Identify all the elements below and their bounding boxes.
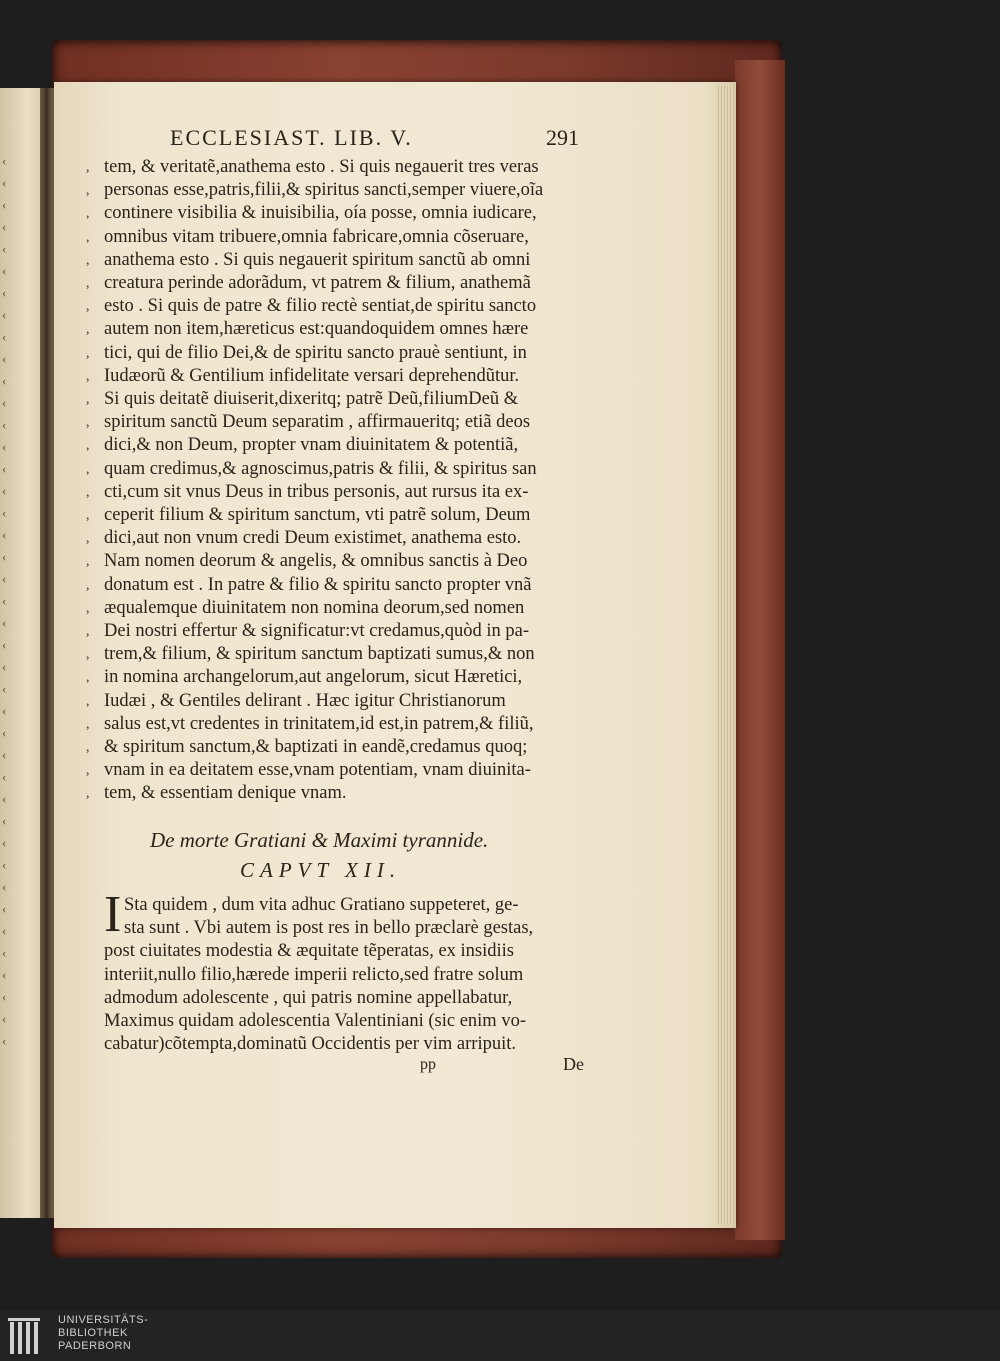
footer-line-3: PADERBORN: [58, 1340, 132, 1352]
text-line: creatura perinde adorãdum, vt patrem & filium, anathemã: [104, 273, 531, 293]
line-marker: ,: [86, 415, 90, 431]
line-marker: ,: [86, 647, 90, 663]
paragraph-line: Sta quidem , dum vita adhuc Gratiano suppeteret, ge-: [124, 895, 519, 915]
text-line: donatum est . In patre & filio & spiritu sancto propter vnã: [104, 574, 532, 595]
library-logo-icon: [8, 1316, 48, 1356]
text-line: personas esse,patris,filii,& spiritus sancti,semper viuere,oĩa: [104, 180, 544, 201]
signature-mark: pp: [420, 1056, 436, 1073]
chapter-number: CAPVT XII.: [240, 858, 402, 882]
footer-line-2: BIBLIOTHEK: [58, 1327, 128, 1339]
text-line: cti,cum sit vnus Deus in tribus personis, aut rursus ita ex-: [104, 481, 529, 502]
text-line: tem, & essentiam denique vnam.: [104, 783, 347, 804]
catchword: De: [563, 1054, 584, 1074]
text-line: salus est,vt credentes in trinitatem,id est,in patrem,& filiũ,: [104, 713, 534, 734]
text-line: esto . Si quis de patre & filio rectè sentiat,de spiritu sancto: [104, 296, 537, 317]
text-line: anathema esto . Si quis negauerit spiritum sanctũ ab omni: [104, 249, 531, 270]
line-marker: ,: [86, 554, 90, 570]
folio-number: 291: [546, 125, 579, 150]
book-gutter: [40, 88, 54, 1218]
left-page-marginal-marks: ‹ ‹ ‹ ‹ ‹ ‹ ‹ ‹ ‹ ‹ ‹ ‹ ‹ ‹ ‹ ‹ ‹ ‹ ‹ ‹ ‹ ‹ ‹ ‹ ‹ ‹ ‹ ‹ ‹ ‹ ‹ ‹ ‹ ‹ ‹ ‹ ‹ ‹ ‹ ‹ ‹: [2, 153, 7, 1048]
text-line: Iudæi , & Gentiles delirant . Hæc igitur Christianorum: [104, 690, 506, 711]
text-line: æqualemque diuinitatem non nomina deorum,sed nomen: [104, 597, 525, 618]
line-marker: ,: [86, 624, 90, 639]
footer-line-1: UNIVERSITÄTS-: [58, 1314, 149, 1326]
paragraph-line: post ciuitates modestia & æquitate tẽperatas, ex insidiis: [104, 941, 514, 962]
text-line: Iudæorũ & Gentilium infidelitate versari deprehendũtur.: [104, 365, 520, 386]
text-line: dici,aut non vnum credi Deum existimet, anathema esto.: [104, 528, 522, 549]
paragraph-line: cabatur)cõtempta,dominatũ Occidentis per vim arripuit.: [104, 1034, 516, 1055]
text-line: continere visibilia & inuisibilia, oía posse, omnia iudicare,: [104, 203, 537, 224]
line-marker: ,: [86, 322, 90, 338]
line-marker: ,: [86, 577, 90, 593]
line-marker: ,: [86, 206, 90, 222]
text-line: tem, & veritatẽ,anathema esto . Si quis negauerit tres veras: [104, 157, 539, 177]
text-line: spiritum sanctũ Deum separatim , affirmaueritq; etiã deos: [104, 412, 531, 433]
paragraph-line: sta sunt . Vbi autem is post res in bello præclarè gestas,: [124, 918, 534, 939]
line-marker: ,: [86, 229, 90, 245]
text-line: Si quis deitatẽ diuiserit,dixeritq; patrẽ Deũ,filiumDeũ &: [104, 389, 519, 409]
running-head: ECCLESIAST. LIB. V.: [170, 125, 413, 150]
line-marker: ,: [86, 763, 90, 779]
paragraph-line: Maximus quidam adolescentia Valentiniani (sic enim vo-: [104, 1011, 526, 1031]
line-marker: ,: [86, 484, 90, 500]
line-marker: ,: [86, 160, 90, 175]
line-marker: ,: [86, 786, 90, 802]
page-edges: [716, 86, 734, 1224]
line-marker: ,: [86, 531, 90, 547]
book-cover-edge: [735, 60, 785, 1240]
initial-letter: I: [104, 886, 122, 943]
line-marker: ,: [86, 299, 90, 315]
line-marker: ,: [86, 438, 90, 454]
line-marker: ,: [86, 276, 90, 291]
line-marker: ,: [86, 368, 90, 384]
text-line: Nam nomen deorum & angelis, & omnibus sanctis à Deo: [104, 551, 528, 572]
line-marker: ,: [86, 740, 90, 755]
chapter-title: De morte Gratiani & Maximi tyrannide.: [150, 828, 489, 852]
line-marker: ,: [86, 508, 90, 523]
text-line: autem non item,hæreticus est:quandoquidem omnes hære: [104, 319, 529, 340]
text-line: in nomina archangelorum,aut angelorum, sicut Hæretici,: [104, 667, 523, 688]
text-line: Dei nostri effertur & significatur:vt credamus,quòd in pa-: [104, 621, 530, 641]
line-marker: ,: [86, 693, 90, 709]
line-marker: ,: [86, 716, 90, 732]
text-line: & spiritum sanctum,& baptizati in eandẽ,credamus quoq;: [104, 737, 528, 757]
line-marker: ,: [86, 345, 90, 361]
text-line: omnibus vitam tribuere,omnia fabricare,omnia cõseruare,: [104, 226, 529, 247]
line-marker: ,: [86, 600, 90, 616]
line-marker: ,: [86, 392, 90, 407]
footer-bar: [0, 1311, 1000, 1361]
text-line: trem,& filium, & spiritum sanctum baptizati sumus,& non: [104, 644, 535, 665]
text-line: dici,& non Deum, propter vnam diuinitatem & potentiã,: [104, 435, 519, 456]
paragraph-line: interiit,nullo filio,hærede imperii relicto,sed fratre solum: [104, 964, 524, 985]
paragraph-line: admodum adolescente , qui patris nomine appellabatur,: [104, 987, 513, 1008]
text-line: quam credimus,& agnoscimus,patris & filii, & spiritus san: [104, 458, 537, 479]
line-marker: ,: [86, 252, 90, 268]
line-marker: ,: [86, 183, 90, 199]
line-marker: ,: [86, 461, 90, 477]
text-line: vnam in ea deitatem esse,vnam potentiam, vnam diuinita-: [104, 760, 531, 781]
line-marker: ,: [86, 670, 90, 686]
text-line: tici, qui de filio Dei,& de spiritu sancto prauè sentiunt, in: [104, 342, 527, 363]
text-line: ceperit filium & spiritum sanctum, vti patrẽ solum, Deum: [104, 505, 531, 525]
